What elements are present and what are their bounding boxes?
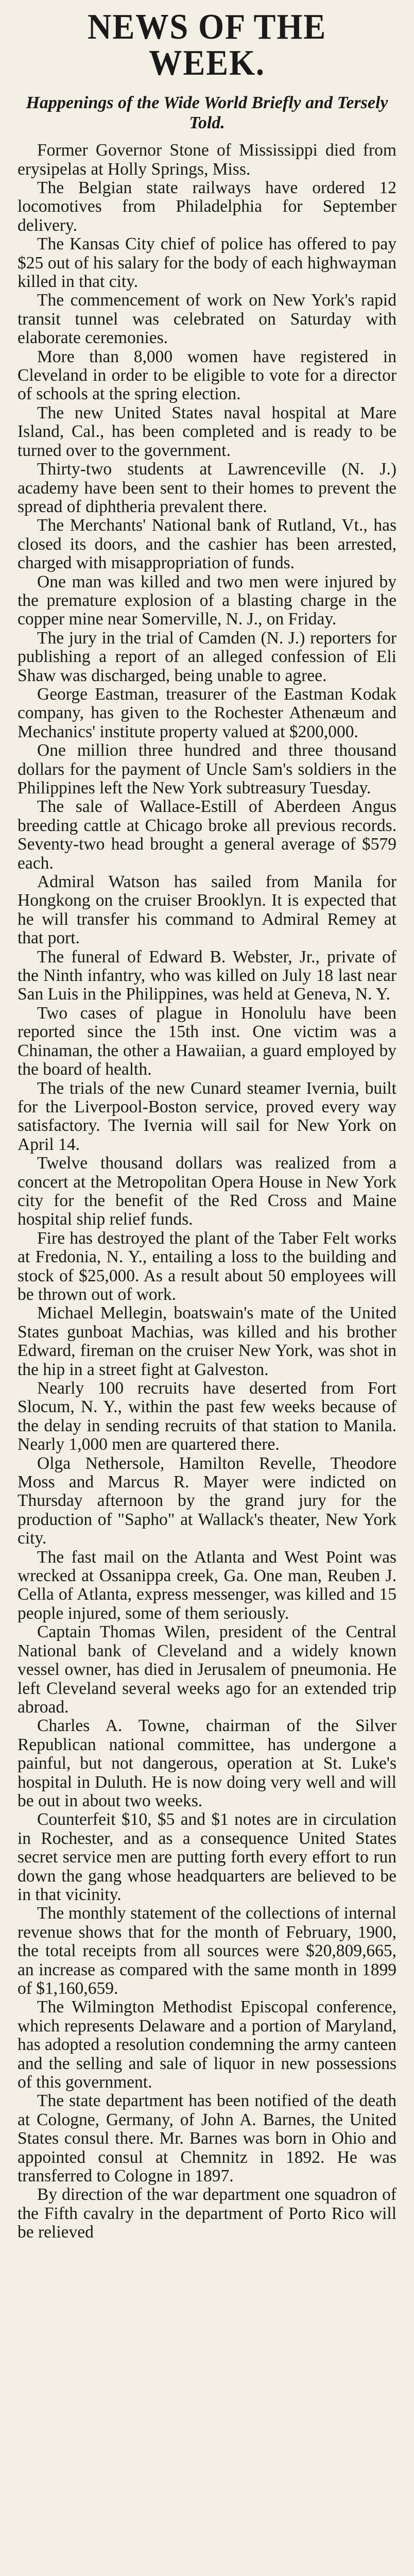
news-item: Thirty-two students at Lawrenceville (N. J.) academy have been sent to their homes to prevent the spread of diphtheria prevalent there. [18,460,396,516]
masthead: NEWS OF THE WEEK. [88,7,326,83]
news-item: Former Governor Stone of Mississippi died from erysipelas at Holly Springs, Miss. [18,141,396,179]
news-items [18,141,396,2242]
news-item: The Kansas City chief of police has offered to pay $25 out of his salary for the body of each highwayman killed in that city. [18,234,396,292]
news-item: The fast mail on the Atlanta and West Point was wrecked at Ossanippa creek, Ga. One man, Reuben J. Cella of Atlanta, express messenger, was killed and 15 people injured, some of them seriously. [18,1547,396,1623]
news-item: The jury in the trial of Camden (N. J.) reporters for publishing a report of an alleged confession of Eli Shaw was discharged, being unable to agree. [18,628,396,685]
news-item: The funeral of Edward B. Webster, Jr., private of the Ninth infantry, who was killed on July 18 last near San Luis in the Philippines, was held at Geneva, N. Y. [18,947,396,1004]
subheading: Happenings of the Wide World Briefly and Tersely Told. [26,93,388,133]
news-item: Olga Nethersole, Hamilton Revelle, Theodore Moss and Marcus R. Mayer were indicted on Thursday afternoon by the grand jury for the production of "Sapho" at Wallack's theater, New York city. [18,1453,396,1548]
news-item: One million three hundred and three thousand dollars for the payment of Uncle Sam's soldiers in the Philippines left the New York subtreasury Tuesday. [18,741,396,798]
news-item: Admiral Watson has sailed from Manila for Hongkong on the cruiser Brooklyn. It is expected that he will transfer his command to Admiral Remey at that port. [18,872,396,948]
news-item: More than 8,000 women have registered in Cleveland in order to be eligible to vote for a director of schools at the spring election. [18,347,396,404]
news-item: The trials of the new Cunard steamer Ivernia, built for the Liverpool-Boston service, proved every way satisfactory. The Ivernia will sail for New York on April 14. [18,1078,396,1154]
news-item: The Merchants' National bank of Rutland, Vt., has closed its doors, and the cashier has been arrested, charged with misappropriation of funds. [18,516,396,573]
news-item: Michael Mellegin, boatswain's mate of the United States gunboat Machias, was killed and his brother Edward, fireman on the cruiser New York, was shot in the hip in a street fight at Galveston. [18,1303,396,1379]
news-item: Nearly 100 recruits have deserted from Fort Slocum, N. Y., within the past few weeks because of the delay in sending recruits of that station to Manila. Nearly 1,000 men are quartered there. [18,1379,396,1454]
news-item: By direction of the war department one squadron of the Fifth cavalry in the department of Porto Rico will be relieved [18,2185,396,2242]
news-item: Captain Thomas Wilen, president of the Central National bank of Cleveland and a widely known vessel owner, has died in Jerusalem of pneumonia. He left Cleveland several weeks ago for an extended trip abroad. [18,1622,396,1717]
news-item: Counterfeit $10, $5 and $1 notes are in circulation in Rochester, and as a consequence United States secret service men are putting forth every effort to run down the gang whose headquarters are believed to be in that vicinity. [18,1810,396,1904]
news-item: George Eastman, treasurer of the Eastman Kodak company, has given to the Rochester Athenæum and Mechanics' institute property valued at $200,000. [18,684,396,741]
news-item: Charles A. Towne, chairman of the Silver Republican national committee, has undergone a painful, but not dangerous, operation at St. Luke's hospital in Duluth. He is now doing very well and will be out in about two weeks. [18,1716,396,1810]
news-item: The Belgian state railways have ordered 12 locomotives from Philadelphia for September delivery. [18,178,396,235]
news-item: The Wilmington Methodist Episcopal conference, which represents Delaware and a portion of Maryland, has adopted a resolution condemning the army canteen and the selling and sale of liquor in new possessions of this government. [18,1997,396,2092]
news-item: Fire has destroyed the plant of the Taber Felt works at Fredonia, N. Y., entailing a loss to the building and stock of $25,000. As a result about 50 employees will be thrown out of work. [18,1228,396,1304]
news-item: The sale of Wallace-Estill of Aberdeen Angus breeding cattle at Chicago broke all previous records. Seventy-two head brought a general average of $579 each. [18,797,396,873]
news-item: The state department has been notified of the death at Cologne, Germany, of John A. Barnes, the United States consul there. Mr. Barnes was born in Ohio and appointed consul at Chemnitz in 1892. He was transferred to Cologne in 1897. [18,2091,396,2186]
news-item: One man was killed and two men were injured by the premature explosion of a blasting charge in the copper mine near Somerville, N. J., on Friday. [18,572,396,629]
news-item: The monthly statement of the collections of internal revenue shows that for the month of February, 1900, the total receipts from all sources were $20,809,665, an increase as compared with the same month in 1899 of $1,160,659. [18,1904,396,1998]
news-item: Twelve thousand dollars was realized from a concert at the Metropolitan Opera House in New York city for the benefit of the Red Cross and Maine hospital ship relief funds. [18,1154,396,1229]
news-item: Two cases of plague in Honolulu have been reported since the 15th inst. One victim was a Chinaman, the other a Hawaiian, a guard employed by the board of health. [18,1003,396,1079]
news-item: The commencement of work on New York's rapid transit tunnel was celebrated on Saturday with elaborate ceremonies. [18,291,396,348]
news-item: The new United States naval hospital at Mare Island, Cal., has been completed and is ready to be turned over to the government. [18,403,396,460]
